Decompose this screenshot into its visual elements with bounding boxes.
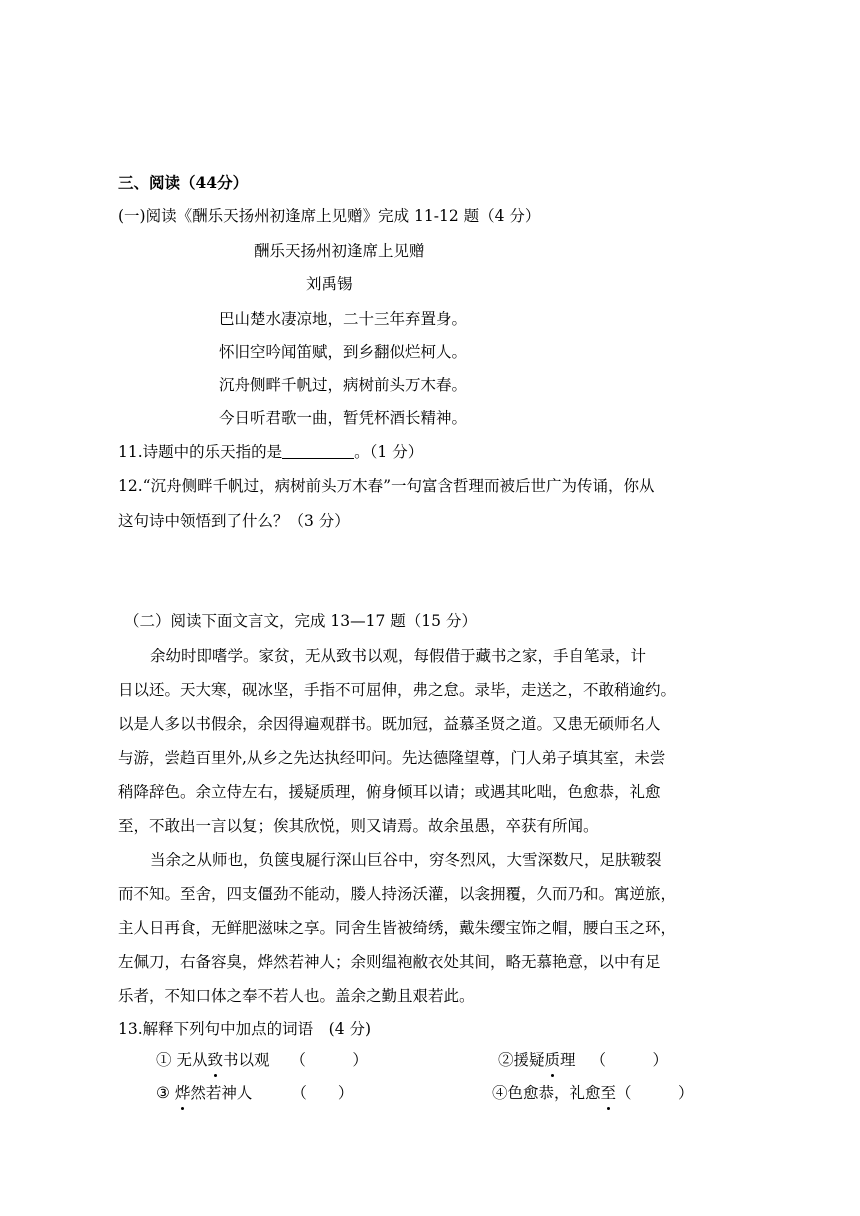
question-12-line-2: 这句诗中领悟到了什么？（3 分） <box>118 512 350 530</box>
q13-item-text: 理 <box>560 1051 576 1069</box>
part1-heading: (一)阅读《酬乐天扬州初逢席上见赠》完成 11-12 题（4 分） <box>118 207 541 225</box>
answer-parentheses[interactable]: （ ） <box>590 1051 669 1069</box>
poem-line: 巴山楚水凄凉地，二十三年弃置身。 <box>219 310 468 328</box>
poem-line: 沉舟侧畔千帆过，病树前头万木春。 <box>219 376 468 394</box>
q13-item-number: ④ <box>492 1084 508 1102</box>
passage-line: 余幼时即嗜学。家贫，无从致书以观，每假借于藏书之家，手自笔录，计 <box>150 647 647 665</box>
answer-parentheses[interactable]: （ ） <box>291 1084 354 1102</box>
passage-line: 与游，尝趋百里外,从乡之先达执经叩问。先达德隆望尊，门人弟子填其室，未尝 <box>118 749 666 767</box>
passage-line: 而不知。至舍，四支僵劲不能动，媵人持汤沃灌，以衾拥覆，久而乃和。寓逆旅， <box>118 885 677 903</box>
passage-line: 左佩刀，右备容臭，烨然若神人；余则缊袍敝衣处其间，略无慕艳意，以中有足 <box>118 953 661 971</box>
passage-line: 乐者，不知口体之奉不若人也。盖余之勤且艰若此。 <box>118 987 475 1005</box>
question-11-prefix: 11.诗题中的乐天指的是 <box>118 443 283 461</box>
poem-author: 刘禹锡 <box>306 275 353 293</box>
question-11-suffix: 。（1 分） <box>354 443 424 461</box>
q13-item-number: ② <box>498 1051 514 1069</box>
q13-item-text: 无从 <box>171 1051 208 1069</box>
q13-item-number: ③ <box>156 1084 170 1102</box>
passage-line: 以是人多以书假余，余因得遍观群书。既加冠，益慕圣贤之道。又患无硕师名人 <box>118 715 661 733</box>
poem-title: 酬乐天扬州初逢席上见赠 <box>254 242 425 260</box>
q13-item-text: 色愈恭，礼愈 <box>507 1084 601 1102</box>
q13-item-text: 书以观 <box>222 1051 270 1069</box>
dotted-word: 质 <box>544 1051 561 1069</box>
part2-heading: （二）阅读下面文言文，完成 13—17 题（15 分） <box>124 612 477 630</box>
passage-line: 主人日再食，无鲜肥滋味之享。同舍生皆被绮绣，戴朱缨宝饰之帽，腰白玉之环， <box>118 919 677 937</box>
q13-item-1 <box>156 1049 368 1071</box>
passage-line: 稍降辞色。余立侍左右，援疑质理，俯身倾耳以请；或遇其叱咄，色愈恭，礼愈 <box>118 783 661 801</box>
question-12-line-1: 12.“沉舟侧畔千帆过，病树前头万木春”一句富含哲理而被后世广为传诵，你从 <box>118 477 655 495</box>
q13-item-text: 援疑 <box>513 1051 545 1069</box>
answer-blank[interactable] <box>282 442 354 459</box>
dotted-word: 至 <box>600 1084 617 1102</box>
poem-line: 今日听君歌一曲，暂凭杯酒长精神。 <box>219 409 468 427</box>
passage-line: 至，不敢出一言以复；俟其欣悦，则又请焉。故余虽愚，卒获有所闻。 <box>118 817 599 835</box>
q13-item-text: 然若神人 <box>190 1084 253 1102</box>
poem-line: 怀旧空吟闻笛赋，到乡翻似烂柯人。 <box>219 343 468 361</box>
answer-parentheses[interactable]: （ ） <box>290 1051 368 1069</box>
section-title: 三、阅读（44分） <box>118 173 249 192</box>
passage-line: 日以还。天大寒，砚冰坚，手指不可屈伸，弗之怠。录毕，走送之，不敢稍逾约。 <box>118 681 677 699</box>
dotted-word: 烨 <box>174 1084 191 1102</box>
passage-line: 当余之从师也，负箧曳屣行深山巨谷中，穷冬烈风，大雪深数尺，足肤皲裂 <box>150 851 662 869</box>
question-11 <box>118 441 423 463</box>
dotted-word: 致 <box>207 1051 223 1069</box>
answer-parentheses[interactable]: （ ） <box>616 1084 694 1102</box>
q13-item-4 <box>492 1082 694 1104</box>
q13-item-2 <box>498 1049 668 1071</box>
q13-item-3 <box>156 1082 353 1104</box>
q13-item-number: ① <box>156 1051 172 1069</box>
question-13-heading: 13.解释下列句中加点的词语 (4 分) <box>118 1020 372 1038</box>
